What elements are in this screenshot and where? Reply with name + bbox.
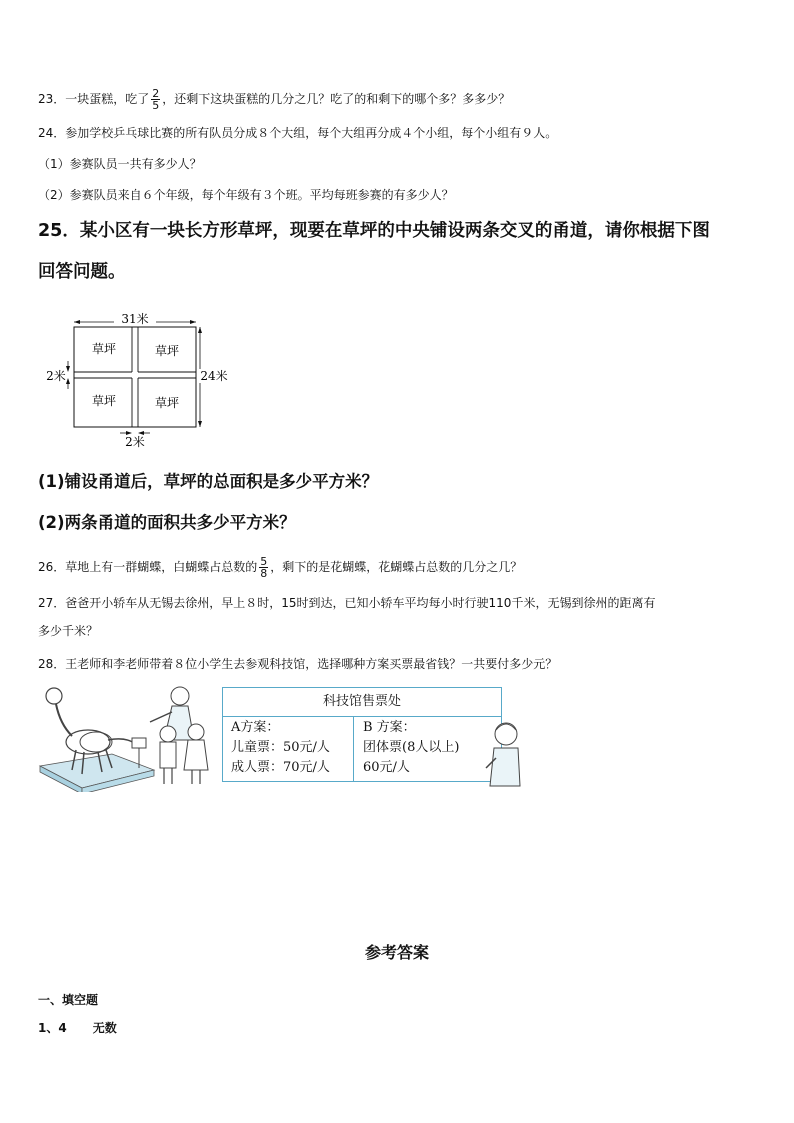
lawn-label: 草坪 (91, 394, 117, 408)
question-28: 28．王老师和李老师带着８位小学生去参观科技馆，选择哪种方案买票最省钱？一共要付多少元？ (38, 657, 558, 671)
lawn-diagram (38, 305, 238, 450)
plan-b (363, 718, 459, 778)
answer-item-text: 无数 (92, 1021, 117, 1035)
q23-text-a: 23．一块蛋糕，吃了 (38, 92, 150, 106)
ticket-seller-illustration (484, 718, 524, 788)
dinosaur-exhibit-illustration (36, 684, 156, 792)
width-label: 31米 (121, 312, 149, 326)
question-25-line2: 回答问题。 (38, 262, 126, 282)
plan-a (231, 718, 330, 778)
ticket-divider (353, 717, 354, 781)
plan-b-title: B 方案： (363, 720, 416, 735)
fraction: $\frac{2}{5}$ (152, 87, 160, 112)
lawn-label: 草坪 (154, 396, 180, 410)
road-width-label-bottom: 2米 (125, 435, 145, 449)
teacher-children-illustration (146, 684, 220, 788)
answers-section: 一、填空题 (38, 993, 99, 1007)
plan-b-group-price: 60元/人 (363, 760, 410, 775)
question-24: 24．参加学校乒乓球比赛的所有队员分成８个大组，每个大组再分成４个小组，每个小组有９人。 (38, 126, 558, 140)
lawn-label: 草坪 (91, 342, 117, 356)
plan-a-adult-price: 成人票：70元/人 (231, 760, 330, 775)
answers-title: 参考答案 (364, 943, 429, 962)
answer-item-number: 1、4 (38, 1021, 67, 1035)
question-27-line1: 27．爸爸开小轿车从无锡去徐州，早上８时，15时到达，已知小轿车平均每小时行驶110千米，无锡到徐州的距离有 (38, 596, 656, 610)
q26-text-a: 26．草地上有一群蝴蝶，白蝴蝶占总数的 (38, 560, 258, 574)
q26-text-b: ，剩下的是花蝴蝶，花蝴蝶占总数的几分之几？ (270, 560, 523, 574)
height-label: 24米 (200, 369, 228, 383)
plan-a-title: A方案： (231, 720, 280, 735)
q23-text-b: ，还剩下这块蛋糕的几分之几？吃了的和剩下的哪个多？多多少？ (162, 92, 511, 106)
answer-item-1 (38, 1020, 117, 1036)
question-27-line2: 多少千米？ (38, 624, 99, 638)
ticket-board (222, 687, 502, 782)
question-25-sub1: (1)铺设甬道后，草坪的总面积是多少平方米？ (38, 472, 379, 491)
question-25-sub2: (2)两条甬道的面积共多少平方米？ (38, 513, 296, 532)
road-width-label-left: 2米 (46, 369, 66, 383)
plan-b-group-ticket: 团体票(8人以上) (363, 740, 460, 755)
question-23 (38, 88, 510, 111)
plan-a-child-price: 儿童票：50元/人 (231, 740, 330, 755)
question-24-sub2: （2）参赛队员来自６个年级，每个年级有３个班。平均每班参赛的有多少人？ (38, 188, 454, 202)
question-25-line1: 25．某小区有一块长方形草坪，现要在草坪的中央铺设两条交叉的甬道，请你根据下图 (38, 221, 710, 241)
ticket-board-title: 科技馆售票处 (223, 688, 501, 717)
lawn-label: 草坪 (154, 344, 180, 358)
question-24-sub1: （1）参赛队员一共有多少人？ (38, 157, 202, 171)
fraction: $\frac{5}{8}$ (260, 555, 268, 580)
question-26 (38, 556, 522, 579)
